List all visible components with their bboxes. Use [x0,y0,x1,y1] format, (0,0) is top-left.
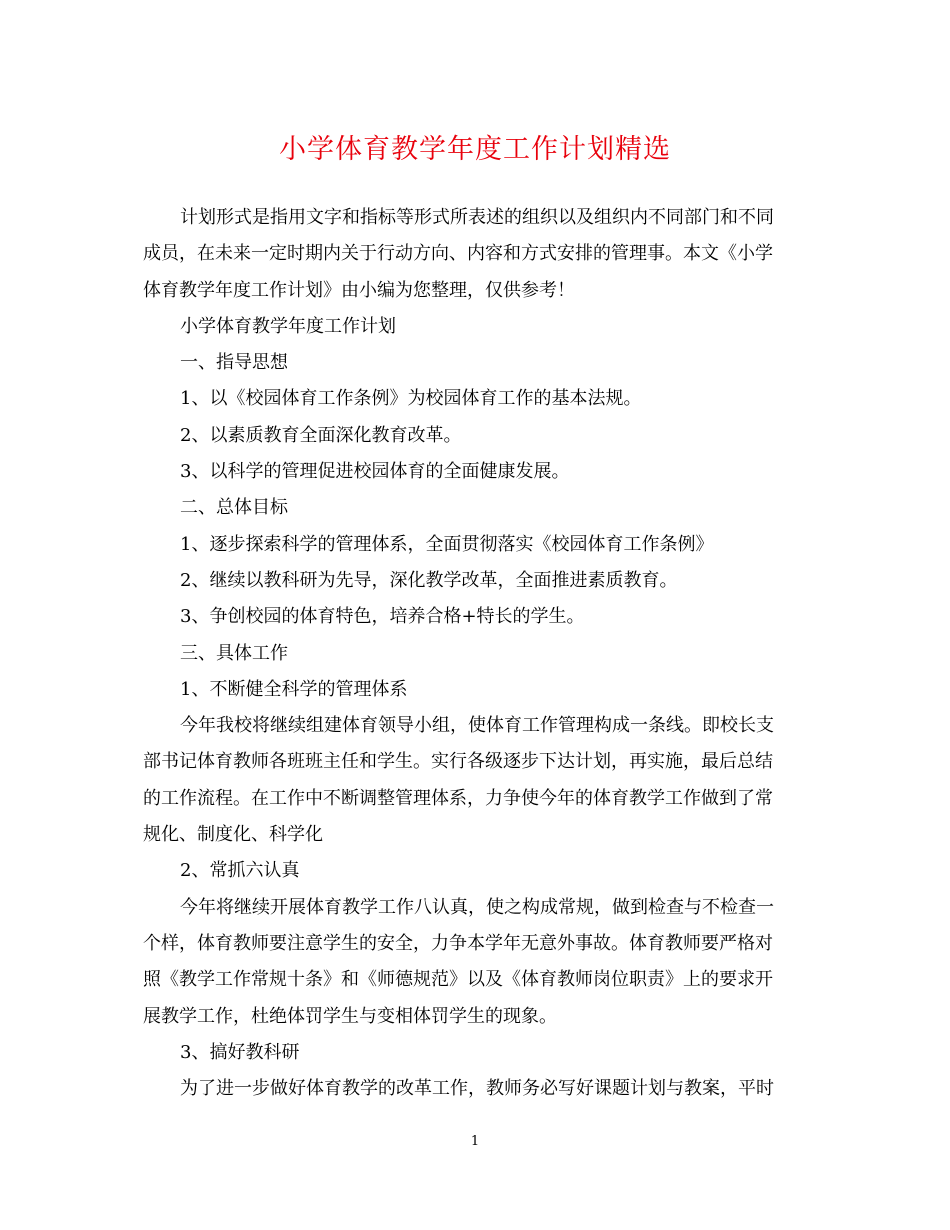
body-line: 2、继续以教科研为先导，深化教学改革，全面推进素质教育。 [180,569,678,591]
body-line: 3、争创校园的体育特色，培养合格+特长的学生。 [180,606,585,628]
section-heading: 二、总体目标 [180,497,288,519]
body-line: 的工作流程。在工作中不断调整管理体系，力争使今年的体育教学工作做到了常 [143,787,773,809]
document-body [143,200,805,1107]
subsection-heading: 3、搞好教科研 [180,1041,300,1063]
body-line: 今年我校将继续组建体育领导小组，使体育工作管理构成一条线。即校长支 [180,715,774,737]
subsection-heading: 2、常抓六认真 [180,860,300,882]
body-line: 今年将继续开展体育教学工作八认真，使之构成常规，做到检查与不检查一 [180,896,774,918]
section-heading: 三、具体工作 [180,642,288,664]
subsection-heading: 1、不断健全科学的管理体系 [180,678,408,700]
body-line: 照《教学工作常规十条》和《师德规范》以及《体育教师岗位职责》上的要求开 [143,969,773,991]
body-line: 为了进一步做好体育教学的改革工作，教师务必写好课题计划与教案，平时 [180,1078,774,1100]
body-line: 2、以素质教育全面深化教育改革。 [180,424,462,446]
body-line: 成员，在未来一定时期内关于行动方向、内容和方式安排的管理事。本文《小学 [143,243,773,265]
body-line: 部书记体育教师各班班主任和学生。实行各级逐步下达计划，再实施，最后总结 [143,751,773,773]
body-line: 3、以科学的管理促进校园体育的全面健康发展。 [180,461,570,483]
body-line: 规化、制度化、科学化 [143,824,323,846]
section-heading: 一、指导思想 [180,352,288,374]
body-line: 展教学工作，杜绝体罚学生与变相体罚学生的现象。 [143,1005,557,1027]
body-line: 体育教学年度工作计划》由小编为您整理，仅供参考！ [143,279,575,301]
body-line: 小学体育教学年度工作计划 [180,315,396,337]
document-title: 小学体育教学年度工作计划精选 [279,134,671,165]
body-line: 计划形式是指用文字和指标等形式所表述的组织以及组织内不同部门和不同 [180,207,774,228]
body-line: 个样，体育教师要注意学生的安全，力争本学年无意外事故。体育教师要严格对 [143,932,773,954]
body-line: 1、以《校园体育工作条例》为校园体育工作的基本法规。 [180,388,642,410]
page-number: 1 [470,1134,480,1149]
body-line: 1、逐步探索科学的管理体系，全面贯彻落实《校园体育工作条例》 [180,533,714,555]
